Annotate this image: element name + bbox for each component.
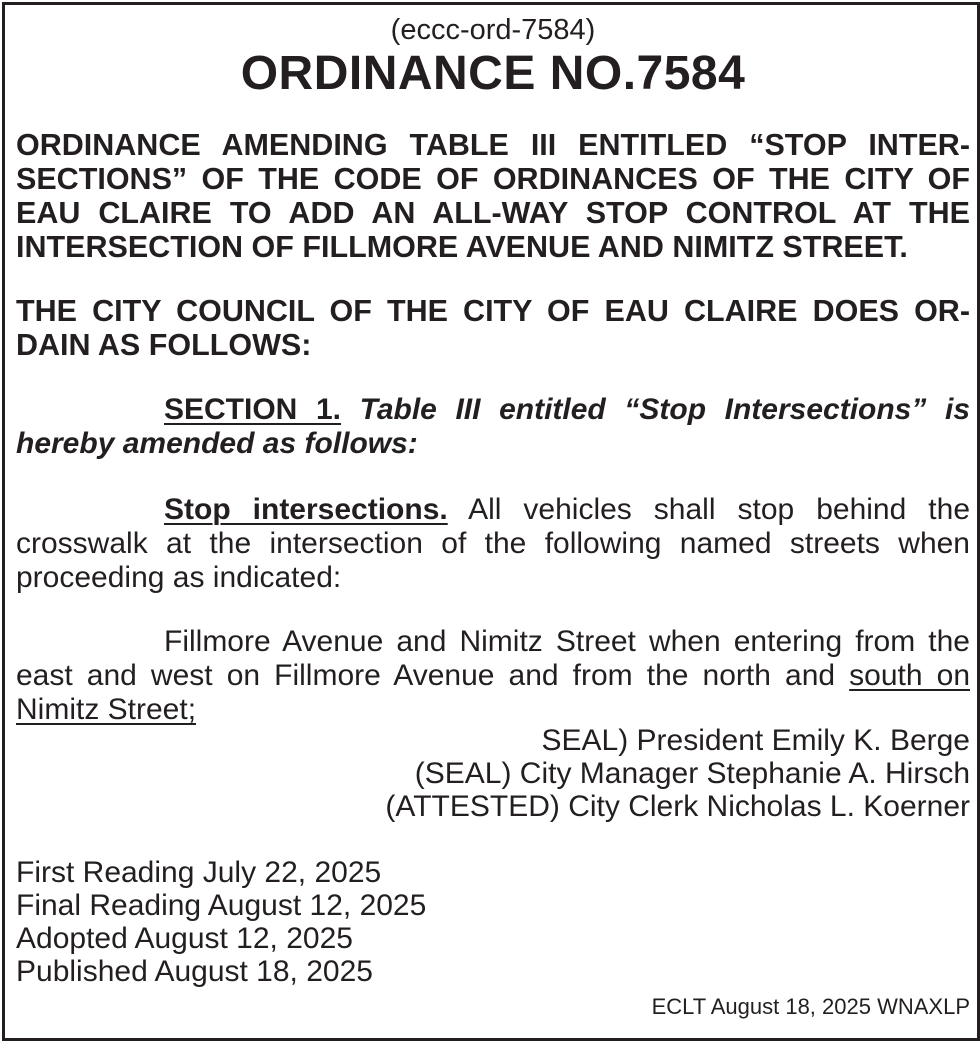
- section-1-text: Table III entitled “Stop Intersections” is hereby amended as follows:: [16, 393, 970, 460]
- stop-intersections-label: Stop intersections.: [164, 493, 448, 526]
- section-1-paragraph: [16, 393, 970, 461]
- signature-city-manager: (SEAL) City Manager Stephanie A. Hirsch: [414, 757, 970, 790]
- ordinance-title: ORDINANCE NO.7584: [240, 47, 746, 100]
- adopted-date: Adopted August 12, 2025: [16, 922, 353, 955]
- final-reading-date: Final Reading August 12, 2025: [16, 889, 427, 922]
- stop-intersections-paragraph: [16, 493, 970, 595]
- ordinance-reference: (eccc-ord-7584): [390, 14, 596, 46]
- publication-footer: ECLT August 18, 2025 WNAXLP: [651, 994, 970, 1019]
- notice-border: [2, 2, 980, 1041]
- signature-city-clerk: (ATTESTED) City Clerk Nicholas L. Koerner: [385, 790, 970, 823]
- ordinance-heading: ORDINANCE AMENDING TABLE III ENTITLED “STOP INTER-SECTIONS” OF THE CODE OF ORDINANCES OF THE CITY OF EAU CLAIRE TO ADD AN ALL-WAY STOP CONTROL AT THE INTERSECTION OF FILLMORE AVENUE AND NIMITZ STREET.: [16, 128, 970, 264]
- stop-intersections-text: All vehicles shall stop behind the crosswalk at the intersection of the following named streets when proceeding as indicated:: [16, 493, 971, 594]
- intersection-underlined-text: south on Nimitz Street;: [16, 659, 970, 726]
- section-1-label: SECTION 1.: [164, 393, 341, 426]
- signature-president: SEAL) President Emily K. Berge: [541, 724, 970, 757]
- intersection-paragraph: [16, 625, 970, 727]
- first-reading-date: First Reading July 22, 2025: [16, 856, 382, 889]
- published-date: Published August 18, 2025: [16, 955, 373, 988]
- enactment-clause: THE CITY COUNCIL OF THE CITY OF EAU CLAIRE DOES OR-DAIN AS FOLLOWS:: [16, 294, 970, 362]
- intersection-text: Fillmore Avenue and Nimitz Street when entering from the east and west on Fillmore Avenue and from the north and: [16, 625, 970, 692]
